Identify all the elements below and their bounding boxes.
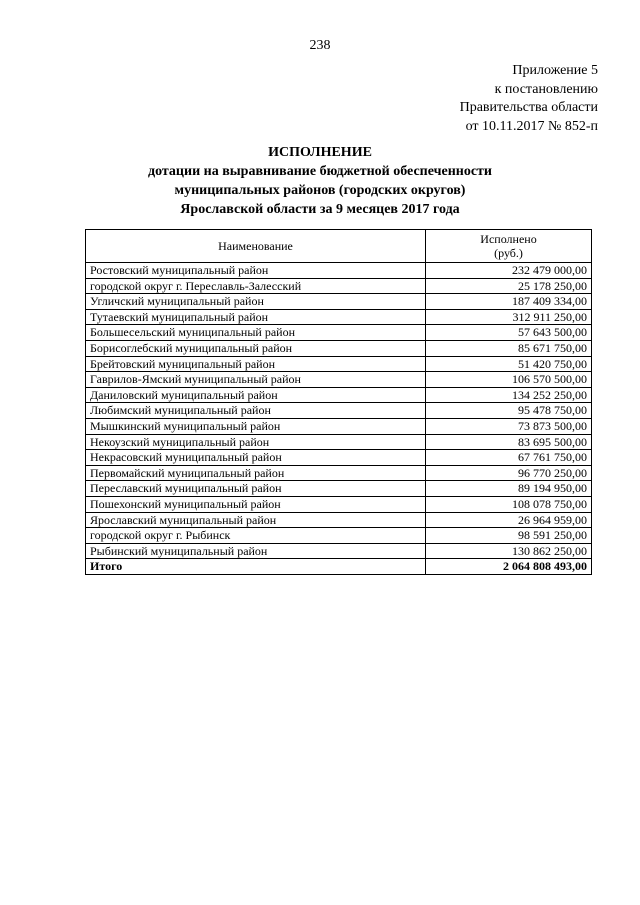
row-value: 106 570 500,00 (426, 372, 592, 388)
row-value: 73 873 500,00 (426, 418, 592, 434)
row-name: Мышкинский муниципальный район (86, 418, 426, 434)
row-value: 26 964 959,00 (426, 512, 592, 528)
row-name: Некрасовский муниципальный район (86, 450, 426, 466)
row-name: Первомайский муниципальный район (86, 465, 426, 481)
table-row (86, 465, 592, 481)
row-name: Гаврилов-Ямский муниципальный район (86, 372, 426, 388)
table-header-row (86, 230, 592, 263)
column-header-executed-label: Исполнено (480, 232, 537, 246)
table-row (86, 418, 592, 434)
row-value: 67 761 750,00 (426, 450, 592, 466)
table-row (86, 496, 592, 512)
total-value: 2 064 808 493,00 (426, 559, 592, 575)
table-row (86, 481, 592, 497)
total-label: Итого (86, 559, 426, 575)
column-header-name: Наименование (86, 230, 426, 263)
page-number: 238 (309, 38, 331, 53)
row-name: Пошехонский муниципальный район (86, 496, 426, 512)
appendix-line: Правительства области (459, 100, 598, 115)
table-row (86, 450, 592, 466)
row-name: Ярославский муниципальный район (86, 512, 426, 528)
row-value: 98 591 250,00 (426, 528, 592, 544)
table-row (86, 309, 592, 325)
row-value: 57 643 500,00 (426, 325, 592, 341)
row-value: 85 671 750,00 (426, 340, 592, 356)
row-name: Угличский муниципальный район (86, 294, 426, 310)
appendix-line: от 10.11.2017 № 852-п (465, 118, 598, 134)
table-row (86, 340, 592, 356)
row-value: 25 178 250,00 (426, 278, 592, 294)
row-name: Ростовский муниципальный район (86, 263, 426, 279)
heading-line: дотации на выравнивание бюджетной обеспеченности (147, 164, 492, 179)
row-value: 312 911 250,00 (426, 309, 592, 325)
document-heading (0, 143, 640, 219)
row-value: 95 478 750,00 (426, 403, 592, 419)
row-value: 130 862 250,00 (426, 543, 592, 559)
row-value: 187 409 334,00 (426, 294, 592, 310)
row-name: Некоузский муниципальный район (86, 434, 426, 450)
table-row (86, 387, 592, 403)
row-value: 134 252 250,00 (426, 387, 592, 403)
row-value: 232 479 000,00 (426, 263, 592, 279)
table-row (86, 512, 592, 528)
row-value: 108 078 750,00 (426, 496, 592, 512)
total-row (86, 559, 592, 575)
row-name: Брейтовский муниципальный район (86, 356, 426, 372)
heading-line: муниципальных районов (городских округов) (174, 183, 466, 198)
row-value: 83 695 500,00 (426, 434, 592, 450)
row-name: Любимский муниципальный район (86, 403, 426, 419)
column-header-executed (426, 230, 592, 263)
row-name: Даниловский муниципальный район (86, 387, 426, 403)
table-row (86, 434, 592, 450)
subsidy-table (85, 229, 592, 575)
table-row (86, 263, 592, 279)
document-title: ИСПОЛНЕНИЕ (268, 145, 372, 160)
appendix-reference (460, 62, 598, 136)
appendix-line: к постановлению (494, 81, 598, 97)
row-name: Переславский муниципальный район (86, 481, 426, 497)
row-name: Борисоглебский муниципальный район (86, 340, 426, 356)
row-value: 51 420 750,00 (426, 356, 592, 372)
appendix-line: Приложение 5 (512, 63, 598, 78)
row-name: городской округ г. Рыбинск (86, 528, 426, 544)
row-name: Тутаевский муниципальный район (86, 309, 426, 325)
table-row (86, 403, 592, 419)
table-row (86, 278, 592, 294)
heading-line: Ярославской области за 9 месяцев 2017 года (180, 202, 460, 217)
table-body (86, 263, 592, 575)
table-row (86, 294, 592, 310)
column-header-executed-unit: (руб.) (494, 246, 523, 260)
row-name: городской округ г. Переславль-Залесский (86, 278, 426, 294)
table-row (86, 372, 592, 388)
row-name: Большесельский муниципальный район (86, 325, 426, 341)
table-row (86, 528, 592, 544)
table-row (86, 325, 592, 341)
table-row (86, 543, 592, 559)
row-value: 96 770 250,00 (426, 465, 592, 481)
row-name: Рыбинский муниципальный район (86, 543, 426, 559)
row-value: 89 194 950,00 (426, 481, 592, 497)
table-row (86, 356, 592, 372)
